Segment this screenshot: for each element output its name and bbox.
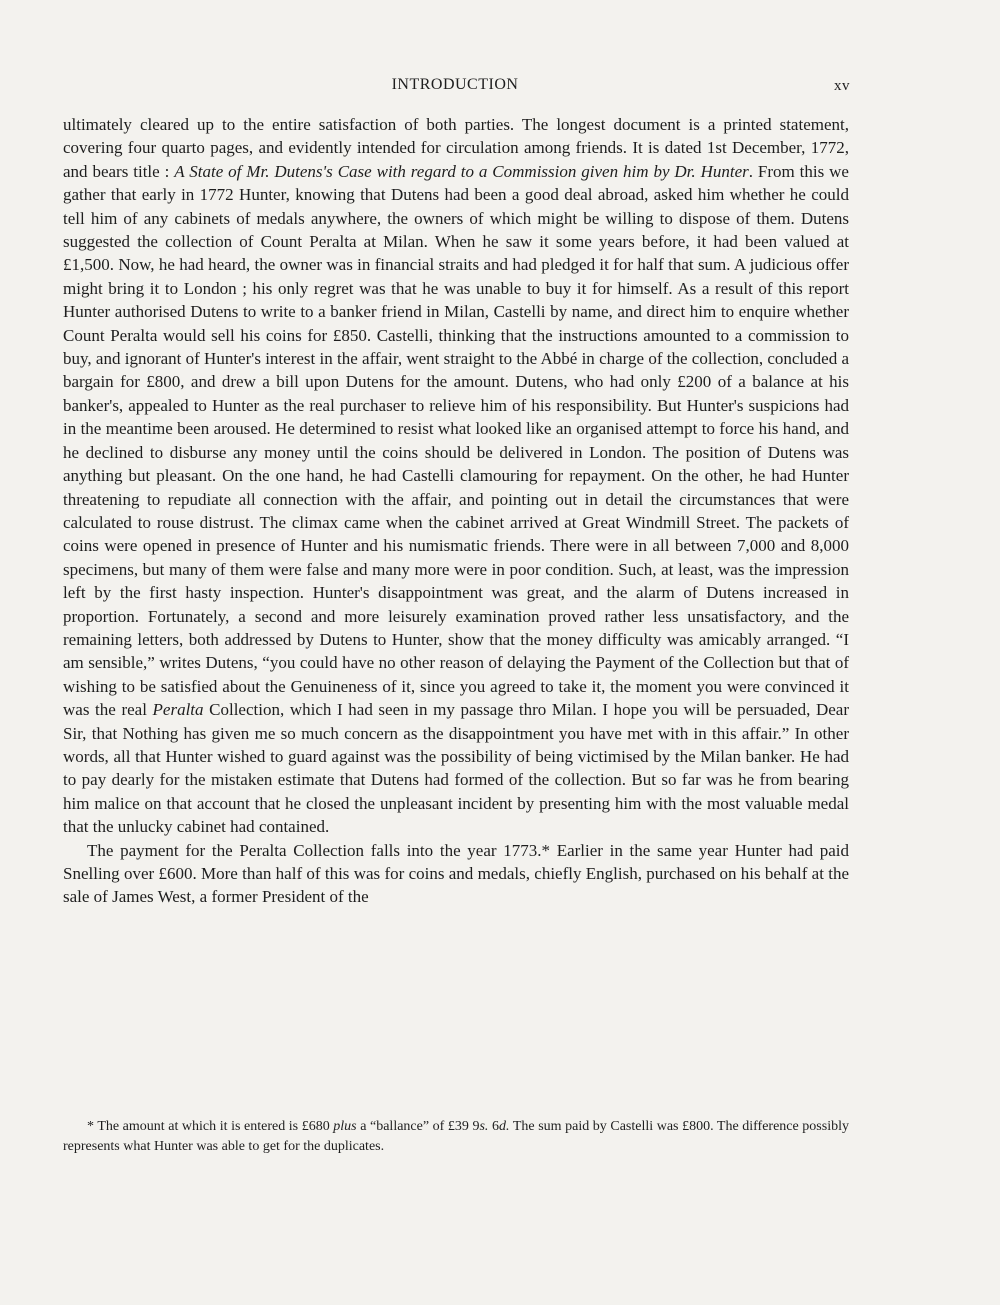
paragraph [63,839,849,909]
text-run: 6 [488,1119,500,1134]
italic-text: plus [333,1119,357,1134]
footnote [63,1117,849,1157]
paragraph [63,113,849,839]
italic-text: Peralta [152,700,204,720]
italic-text: A State of Mr. Dutens's Case with regard to a Commission given him by Dr. Hunter [174,161,749,181]
text-run: Collection, which I had seen in my passage thro Milan. I hope you will be persuaded, Dear Sir, that Nothing has given me so much concern as the disappointment you have met with in this affair.” In other words, all that Hunter wished to guard against was the possibility of being victimised by the Milan banker. He had to pay dearly for the mistaken estimate that Dutens had formed of the collection. But so far was he from bearing him malice on that account that he closed the unpleasant incident by presenting him with the most valuable medal that the unlucky cabinet had contained. [63,700,849,837]
text-run: . From this we gather that early in 1772 Hunter, knowing that Dutens had been a good deal abroad, asked him whether he could tell him of any cabinets of medals anywhere, the owners of which might be willing to dispose of them. Dutens suggested the collection of Count Peralta at Milan. When he saw it some years before, it had been valued at £1,500. Now, he had heard, the owner was in financial straits and had pledged it for half that sum. A judicious offer might bring it to London ; his only regret was that he was unable to buy it for himself. As a result of this report Hunter authorised Dutens to write to a banker friend in Milan, Castelli by name, and direct him to enquire whether Count Peralta would sell his coins for £850. Castelli, thinking that the instructions amounted to a commission to buy, and ignorant of Hunter's interest in the affair, went straight to the Abbé in charge of the collection, concluded a bargain for £800, and drew a bill upon Dutens for the amount. Dutens, who had only £200 of a balance at his banker's, appealed to Hunter as the real purchaser to relieve him of his responsibility. But Hunter's suspicions had in the meantime been aroused. He determined to resist what looked like an organised attempt to force his hand, and he declined to disburse any money until the coins should be delivered in London. The position of Dutens was anything but pleasant. On the one hand, he had Castelli clamouring for repayment. On the other, he had Hunter threatening to repudiate all connection with the affair, and pointing out in detail the circumstances that were calculated to rouse distrust. The climax came when the cabinet arrived at Great Windmill Street. The packets of coins were opened in presence of Hunter and his numismatic friends. There were in all between 7,000 and 8,000 specimens, but many of them were false and many more were in poor condition. Such, at least, was the impression left by the first hasty inspection. Hunter's disappointment was great, and the alarm of Dutens increased in proportion. Fortunately, a second and more leisurely examination proved rather less unsatisfactory, and the remaining letters, both addressed by Dutens to Hunter, show that the money difficulty was amicably arranged. “I am sensible,” writes Dutens, “you could have no other reason of delaying the Payment of the Collection but that of wishing to be satisfied about the Genuineness of it, since you agreed to take it, the moment you were convinced it was the real [63,161,849,720]
body-text [63,113,849,909]
page-header [60,76,850,98]
italic-text: s. [479,1119,489,1134]
text-run: The sum paid by Castelli was £800. The difference possibly represents what Hunter was able to get for the duplicates. [63,1119,849,1154]
text-run: The payment for the Peralta Collection falls into the year 1773.* Earlier in the same year Hunter had paid Snelling over £600. More than half of this was for coins and medals, chiefly English, purchased on his behalf at the sale of James West, a former President of the [63,840,849,907]
text-run: * The amount at which it is entered is £680 [87,1119,334,1134]
italic-text: d. [499,1119,510,1134]
page-number: xv [834,78,850,94]
running-head: INTRODUCTION [391,76,519,93]
text-run: a “ballance” of £39 9 [356,1119,480,1134]
text-run: ultimately cleared up to the entire satisfaction of both parties. The longest document is a printed statement, covering four quarto pages, and evidently intended for circulation among friends. It is dated 1st December, 1772, and bears title : [63,115,849,181]
